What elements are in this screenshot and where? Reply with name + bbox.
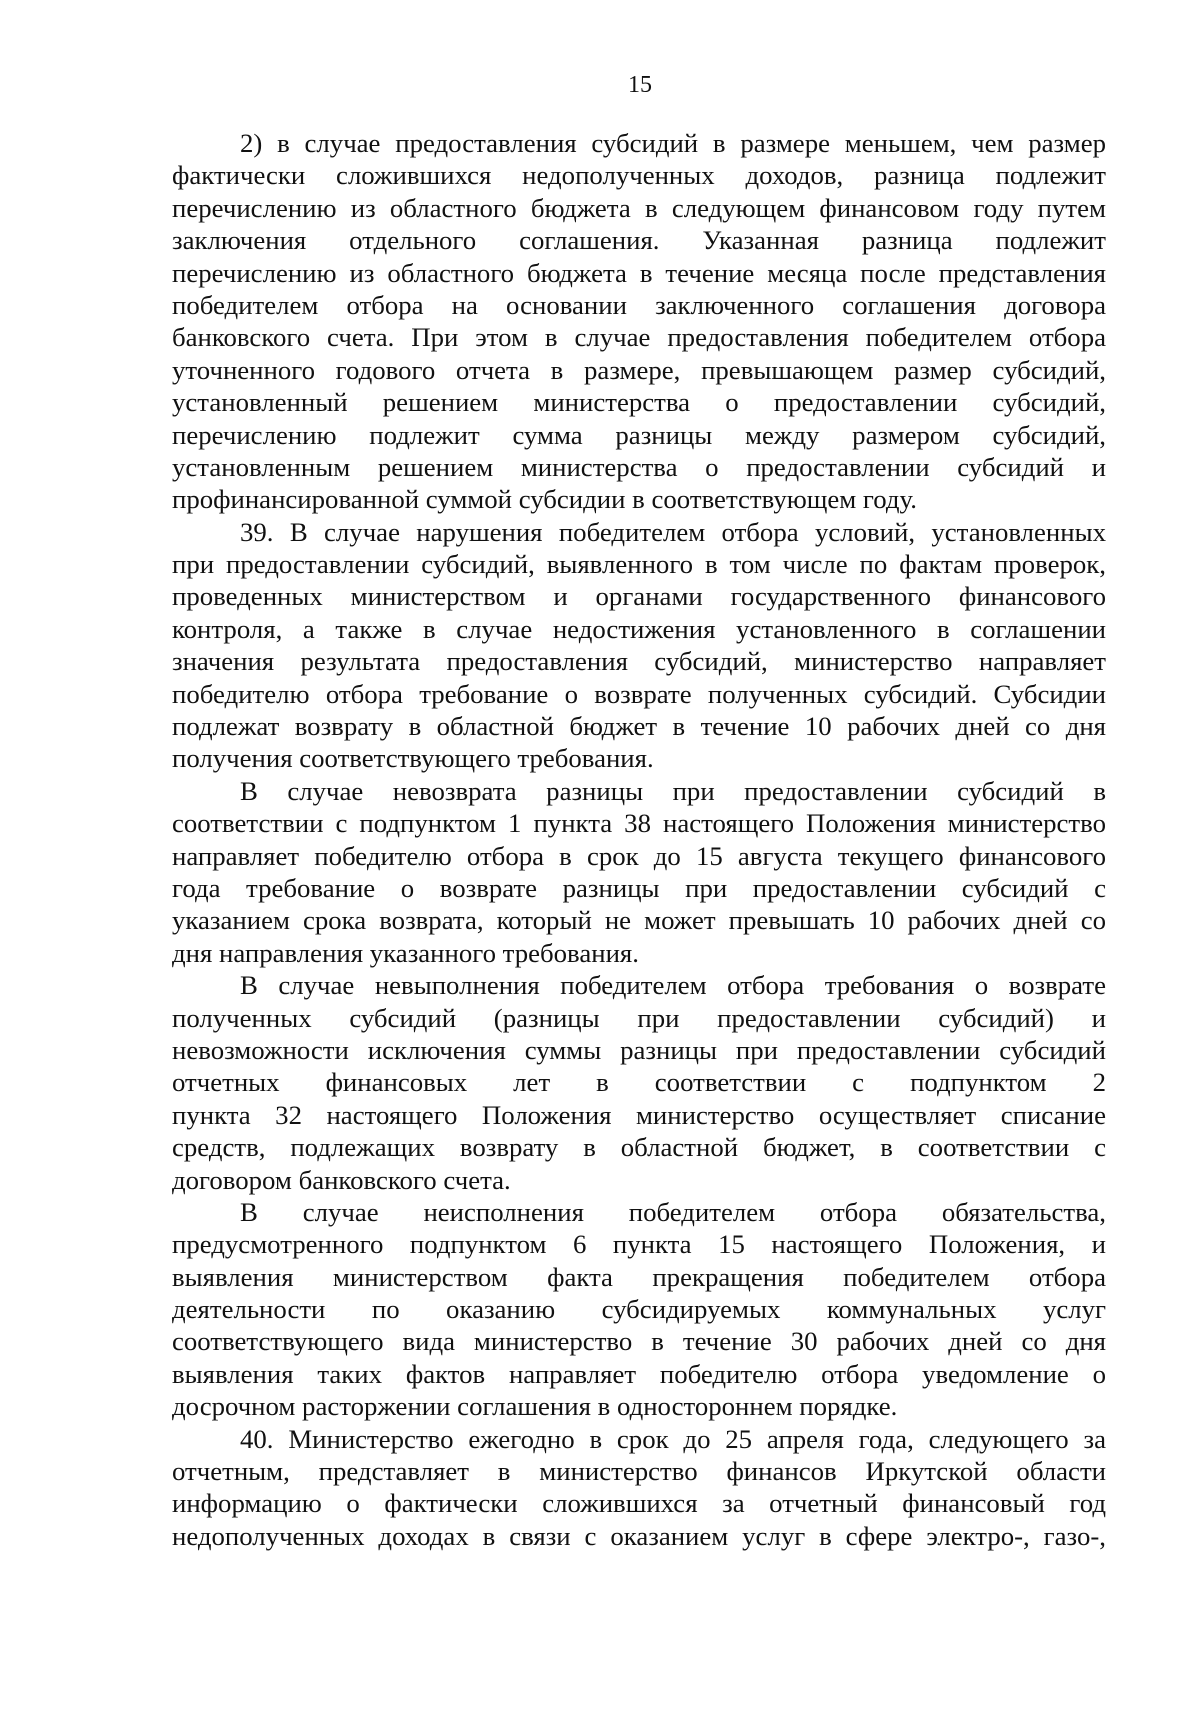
- text-line: фактически сложившихся недополученных доходов, разница подлежит: [172, 160, 1106, 191]
- text-line: банковского счета. При этом в случае предоставления победителем отбора: [172, 322, 1106, 353]
- text-line: установленным решением министерства о предоставлении субсидий и: [172, 451, 1106, 482]
- text-line: подлежат возврату в областной бюджет в течение 10 рабочих дней со дня: [172, 711, 1106, 742]
- text-line: информацию о фактически сложившихся за отчетный финансовый год: [172, 1488, 1106, 1519]
- paragraph-p6: [172, 1423, 1106, 1553]
- page-number: 15: [628, 72, 652, 98]
- text-line: перечислению из областного бюджета в следующем финансовом году путем: [172, 192, 1106, 223]
- text-line: направляет победителю отбора в срок до 15 августа текущего финансового: [172, 840, 1106, 871]
- text-line: заключения отдельного соглашения. Указанная разница подлежит: [172, 225, 1106, 256]
- text-line: указанием срока возврата, который не может превышать 10 рабочих дней со: [172, 905, 1106, 936]
- text-line: при предоставлении субсидий, выявленного в том числе по фактам проверок,: [172, 549, 1106, 580]
- paragraph-p3: [172, 775, 1106, 969]
- document-body: [172, 127, 1106, 1552]
- text-line: пункта 32 настоящего Положения министерство осуществляет списание: [172, 1099, 1106, 1130]
- text-line: контроля, а также в случае недостижения установленного в соглашении: [172, 613, 1106, 644]
- text-line: значения результата предоставления субсидий, министерство направляет: [172, 646, 1106, 677]
- text-line: дня направления указанного требования.: [172, 937, 639, 968]
- text-line: проведенных министерством и органами государственного финансового: [172, 581, 1106, 612]
- text-line: средств, подлежащих возврату в областной бюджет, в соответствии с: [172, 1132, 1106, 1163]
- text-line: отчетным, представляет в министерство финансов Иркутской области: [172, 1456, 1106, 1487]
- text-line: В случае невозврата разницы при предоставлении субсидий в: [240, 775, 1106, 806]
- text-line: победителю отбора требование о возврате полученных субсидий. Субсидии: [172, 678, 1106, 709]
- text-line: уточненного годового отчета в размере, превышающем размер субсидий,: [172, 354, 1106, 385]
- text-line: В случае невыполнения победителем отбора требования о возврате: [240, 970, 1106, 1001]
- text-line: досрочном расторжении соглашения в одностороннем порядке.: [172, 1391, 898, 1422]
- paragraph-p2: [172, 516, 1106, 775]
- paragraph-p5: [172, 1196, 1106, 1423]
- text-line: соответствующего вида министерство в течение 30 рабочих дней со дня: [172, 1326, 1106, 1357]
- text-line: недополученных доходах в связи с оказанием услуг в сфере электро-, газо-,: [172, 1520, 1106, 1551]
- text-line: договором банковского счета.: [172, 1164, 511, 1195]
- text-line: 2) в случае предоставления субсидий в размере меньшем, чем размер: [240, 128, 1106, 158]
- text-line: профинансированной суммой субсидии в соответствующем году.: [172, 484, 917, 515]
- text-line: перечислению из областного бюджета в течение месяца после представления: [172, 257, 1106, 288]
- text-line: 39. В случае нарушения победителем отбора условий, установленных: [240, 516, 1106, 547]
- text-line: В случае неисполнения победителем отбора обязательства,: [240, 1196, 1106, 1227]
- text-line: установленный решением министерства о предоставлении субсидий,: [172, 387, 1106, 418]
- text-line: получения соответствующего требования.: [172, 743, 654, 774]
- text-line: деятельности по оказанию субсидируемых коммунальных услуг: [172, 1294, 1106, 1325]
- text-line: перечислению подлежит сумма разницы между размером субсидий,: [172, 419, 1106, 450]
- text-line: выявления министерством факта прекращения победителем отбора: [172, 1261, 1106, 1292]
- text-line: выявления таких фактов направляет победителю отбора уведомление о: [172, 1358, 1106, 1389]
- text-line: отчетных финансовых лет в соответствии с подпунктом 2: [172, 1067, 1106, 1098]
- text-line: полученных субсидий (разницы при предоставлении субсидий) и: [172, 1002, 1106, 1033]
- text-line: 40. Министерство ежегодно в срок до 25 апреля года, следующего за: [240, 1423, 1106, 1454]
- paragraph-p4: [172, 969, 1106, 1196]
- text-line: предусмотренного подпунктом 6 пункта 15 настоящего Положения, и: [172, 1229, 1106, 1260]
- text-line: победителем отбора на основании заключенного соглашения договора: [172, 289, 1106, 320]
- paragraph-p1: [172, 127, 1106, 516]
- text-line: невозможности исключения суммы разницы при предоставлении субсидий: [172, 1034, 1106, 1065]
- text-line: соответствии с подпунктом 1 пункта 38 настоящего Положения министерство: [172, 808, 1106, 839]
- text-line: года требование о возврате разницы при предоставлении субсидий с: [172, 872, 1106, 903]
